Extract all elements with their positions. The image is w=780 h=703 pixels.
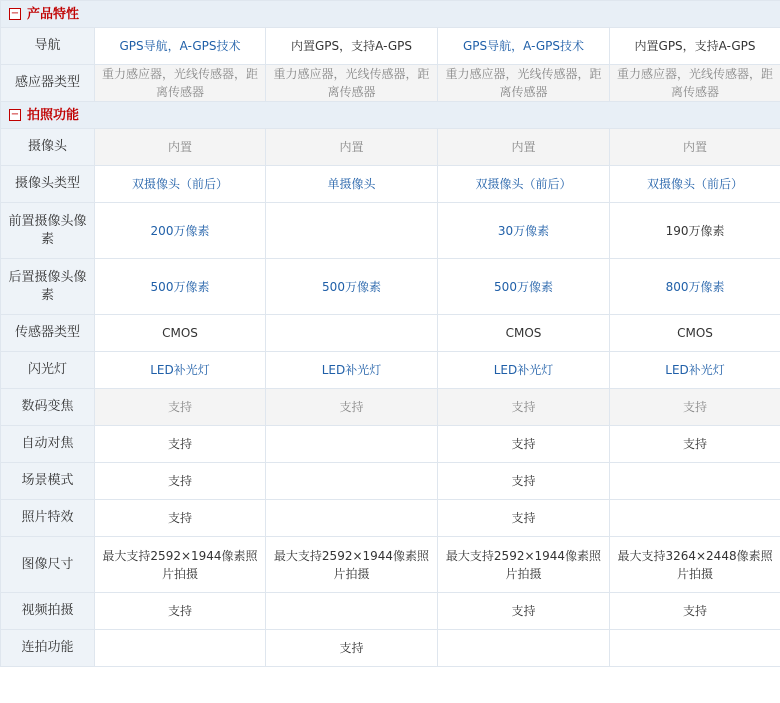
spec-value: 内置GPS，支持A-GPS xyxy=(266,28,438,65)
spec-value: 200万像素 xyxy=(95,203,266,259)
spec-value xyxy=(438,630,610,667)
spec-row xyxy=(1,129,780,166)
spec-row xyxy=(1,166,780,203)
spec-row xyxy=(1,426,780,463)
spec-value: 30万像素 xyxy=(438,203,610,259)
spec-label: 闪光灯 xyxy=(1,352,95,389)
spec-value xyxy=(266,203,438,259)
spec-value: 支持 xyxy=(266,630,438,667)
spec-value: 内置 xyxy=(266,129,438,166)
spec-value xyxy=(266,426,438,463)
spec-label: 自动对焦 xyxy=(1,426,95,463)
spec-row xyxy=(1,463,780,500)
spec-label: 照片特效 xyxy=(1,500,95,537)
spec-value: CMOS xyxy=(438,315,610,352)
spec-value: 内置 xyxy=(438,129,610,166)
spec-row xyxy=(1,352,780,389)
spec-value: 支持 xyxy=(438,389,610,426)
spec-value: 支持 xyxy=(610,593,780,630)
spec-value: 双摄像头（前后） xyxy=(438,166,610,203)
spec-value: 单摄像头 xyxy=(266,166,438,203)
spec-value: 支持 xyxy=(95,463,266,500)
spec-value: 内置 xyxy=(95,129,266,166)
spec-value xyxy=(266,463,438,500)
collapse-toggle-icon[interactable]: − xyxy=(10,8,20,19)
spec-row xyxy=(1,203,780,259)
spec-value: 双摄像头（前后） xyxy=(610,166,780,203)
spec-value: 内置 xyxy=(610,129,780,166)
spec-value: 内置GPS，支持A-GPS xyxy=(610,28,780,65)
spec-value: 支持 xyxy=(438,426,610,463)
spec-value: LED补光灯 xyxy=(438,352,610,389)
spec-value: CMOS xyxy=(95,315,266,352)
spec-value: 双摄像头（前后） xyxy=(95,166,266,203)
spec-value: 重力感应器，光线传感器，距离传感器 xyxy=(266,65,438,102)
section-header xyxy=(1,1,780,28)
spec-value: 最大支持3264×2448像素照片拍摄 xyxy=(610,537,780,593)
spec-value: 最大支持2592×1944像素照片拍摄 xyxy=(266,537,438,593)
section-header xyxy=(1,102,780,129)
spec-label: 摄像头 xyxy=(1,129,95,166)
spec-value: 支持 xyxy=(95,426,266,463)
spec-value: 500万像素 xyxy=(95,259,266,315)
spec-value: 支持 xyxy=(610,389,780,426)
spec-row xyxy=(1,259,780,315)
spec-value xyxy=(266,315,438,352)
spec-value: 最大支持2592×1944像素照片拍摄 xyxy=(95,537,266,593)
spec-value: 支持 xyxy=(438,593,610,630)
spec-value: 500万像素 xyxy=(266,259,438,315)
spec-value: 支持 xyxy=(438,500,610,537)
spec-row xyxy=(1,28,780,65)
spec-value xyxy=(610,500,780,537)
spec-value: 支持 xyxy=(95,389,266,426)
spec-label: 视频拍摄 xyxy=(1,593,95,630)
spec-row xyxy=(1,500,780,537)
spec-value: 重力感应器，光线传感器，距离传感器 xyxy=(95,65,266,102)
spec-label: 后置摄像头像素 xyxy=(1,259,95,315)
spec-value: 500万像素 xyxy=(438,259,610,315)
spec-value: 支持 xyxy=(438,463,610,500)
spec-label: 图像尺寸 xyxy=(1,537,95,593)
spec-row xyxy=(1,65,780,102)
spec-label: 数码变焦 xyxy=(1,389,95,426)
spec-value: 最大支持2592×1944像素照片拍摄 xyxy=(438,537,610,593)
spec-value: 支持 xyxy=(95,593,266,630)
spec-label: 导航 xyxy=(1,28,95,65)
spec-value: LED补光灯 xyxy=(95,352,266,389)
spec-value: 190万像素 xyxy=(610,203,780,259)
spec-row xyxy=(1,537,780,593)
spec-value: 重力感应器，光线传感器，距离传感器 xyxy=(438,65,610,102)
section-title: 产品特性 xyxy=(27,6,80,22)
spec-row xyxy=(1,630,780,667)
spec-label: 感应器类型 xyxy=(1,65,95,102)
spec-value: 支持 xyxy=(95,500,266,537)
spec-row xyxy=(1,315,780,352)
spec-value: 支持 xyxy=(610,426,780,463)
collapse-toggle-icon[interactable]: − xyxy=(10,109,20,120)
spec-row xyxy=(1,593,780,630)
spec-value: GPS导航，A-GPS技术 xyxy=(438,28,610,65)
spec-value: CMOS xyxy=(610,315,780,352)
spec-row xyxy=(1,389,780,426)
spec-label: 前置摄像头像素 xyxy=(1,203,95,259)
spec-label: 场景模式 xyxy=(1,463,95,500)
spec-value xyxy=(95,630,266,667)
spec-value xyxy=(266,593,438,630)
spec-value xyxy=(266,500,438,537)
spec-label: 连拍功能 xyxy=(1,630,95,667)
section-title: 拍照功能 xyxy=(27,107,80,123)
spec-value: GPS导航，A-GPS技术 xyxy=(95,28,266,65)
spec-value: 800万像素 xyxy=(610,259,780,315)
spec-value xyxy=(610,463,780,500)
spec-value: LED补光灯 xyxy=(610,352,780,389)
spec-value: LED补光灯 xyxy=(266,352,438,389)
spec-label: 传感器类型 xyxy=(1,315,95,352)
spec-value: 支持 xyxy=(266,389,438,426)
spec-label: 摄像头类型 xyxy=(1,166,95,203)
spec-value: 重力感应器，光线传感器，距离传感器 xyxy=(610,65,780,102)
spec-value xyxy=(610,630,780,667)
